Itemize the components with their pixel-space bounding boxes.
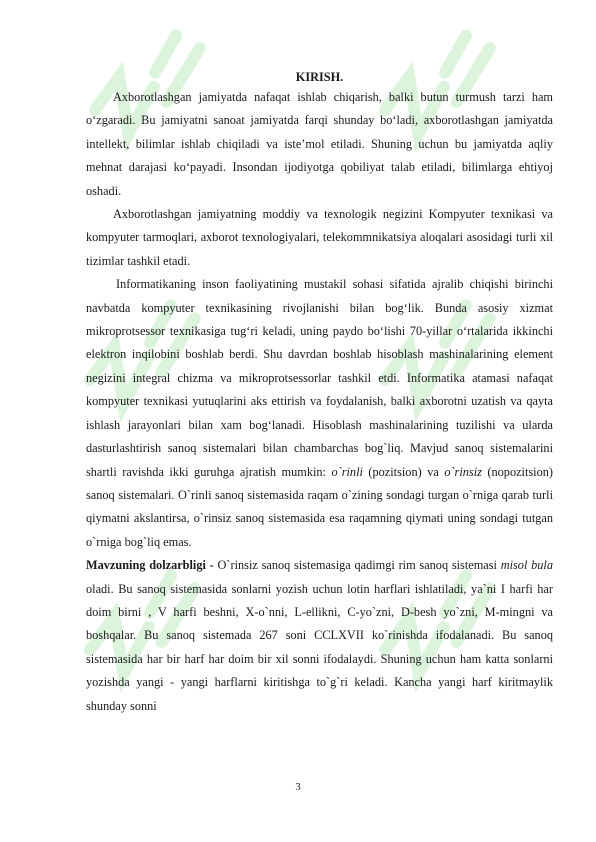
paragraph-text: (nopozitsion) sanoq sistemalari. O`rinli sanoq sistemasida raqam o`zining sondagi turgan o`rniga qarab turli qiymatni akslantirsa, o`rinsiz sanoq sistemasida esa raqamning qiymati uning sondagi tutgan o`rniga bog`liq emas. xyxy=(86,464,553,549)
section-heading: Mavzuning dolzarbligi - xyxy=(86,558,214,573)
paragraph-intro: Axborotlashgan jamiyatda nafaqat ishlab chiqarish, balki butun turmush tarzi ham o‘zgaradi. Bu jamiyatni sanoat jamiyatda farqi shunday bo‘ladi, axborotlashgan jamiyatda intellekt, bilimlar ishlab chiqiladi va iste’mol etiladi. Shuning uchun bu jamiyatda aqliy mehnat darajasi ko‘payadi. Insondan ijodiyotga qobiliyat talab etiladi, bilimlarga ehtiyoj oshadi. xyxy=(86,90,553,198)
paragraph-text: O`rinsiz sanoq sistemasiga qadimgi rim sanoq sistemasi xyxy=(213,558,501,573)
italic-term: o`rinli xyxy=(331,464,363,479)
page-body xyxy=(86,68,553,718)
italic-term: misol bula xyxy=(500,558,553,573)
paragraph-text: Informatikaning inson faoliyatining mustakil sohasi sifatida ajralib chiqishi birinchi navbatda kompyuter texnikasining rivojlanishi bilan bog‘lik. Bunda asosiy xizmat mikroprotsessor texnikasiga tug‘ri keladi, uning paydo bo‘lishi 70-yillar o‘rtalarida ikkinchi elektron inqilobini boshlab berdi. Shu davrdan boshlab hisoblash mashinalarining element negizini integral chizma va mikroprotsessorlar tashkil etdi. Informatika atamasi nafaqat kompyuter texnikasi yutuqlarini aks ettirish va foydalanish, balki axborotni uzatish va qayta ishlash jarayonlari bilan xam bog‘lanadi. Hisoblash mashinalarining tuzilishi va ularda dasturlashtirish sanoq sistemalari bilan chambarchas bog`liq. Mavjud sanoq sistemalarini shartli ravishda ikki guruhga ajratish mumkin: xyxy=(86,277,553,479)
paragraph-text: (pozitsion) va xyxy=(362,464,445,479)
page-number: 3 xyxy=(295,782,301,793)
page-title: KIRISH. xyxy=(295,70,344,84)
paragraph-text: oladi. Bu sanoq sistemasida sonlarni yozish uchun lotin harflari ishlatiladi, ya`ni I harfi har doim birni , V harfi beshni, X-o`nni, L-ellikni, C-yo`zni, D-besh yo`zni, M-mingni va boshqalar. Bu sanoq sistemada 267 soni CCLXVII ko`rinishda ifodalanadi. Bu sanoq sistemasida har bir harf har doim bir xil sonni ifodalaydi. Shuning uchun ham katta sonlarni yozishda yangi - yangi harflarni kiritishga to`g`ri keladi. Kancha yangi harf kiritmaylik shunday sonni xyxy=(86,581,553,713)
paragraph-informatics xyxy=(86,273,553,554)
paragraph-relevance xyxy=(86,554,553,718)
italic-term: o`rinsiz xyxy=(444,464,482,479)
paragraph-foundation: Axborotlashgan jamiyatning moddiy va texnologik negizini Kompyuter texnikasi va kompyuter tarmoqlari, axborot texnologiyalari, telekommnikatsiya aloqalari asosidagi turli xil tizimlar tashkil etadi. xyxy=(86,207,553,268)
